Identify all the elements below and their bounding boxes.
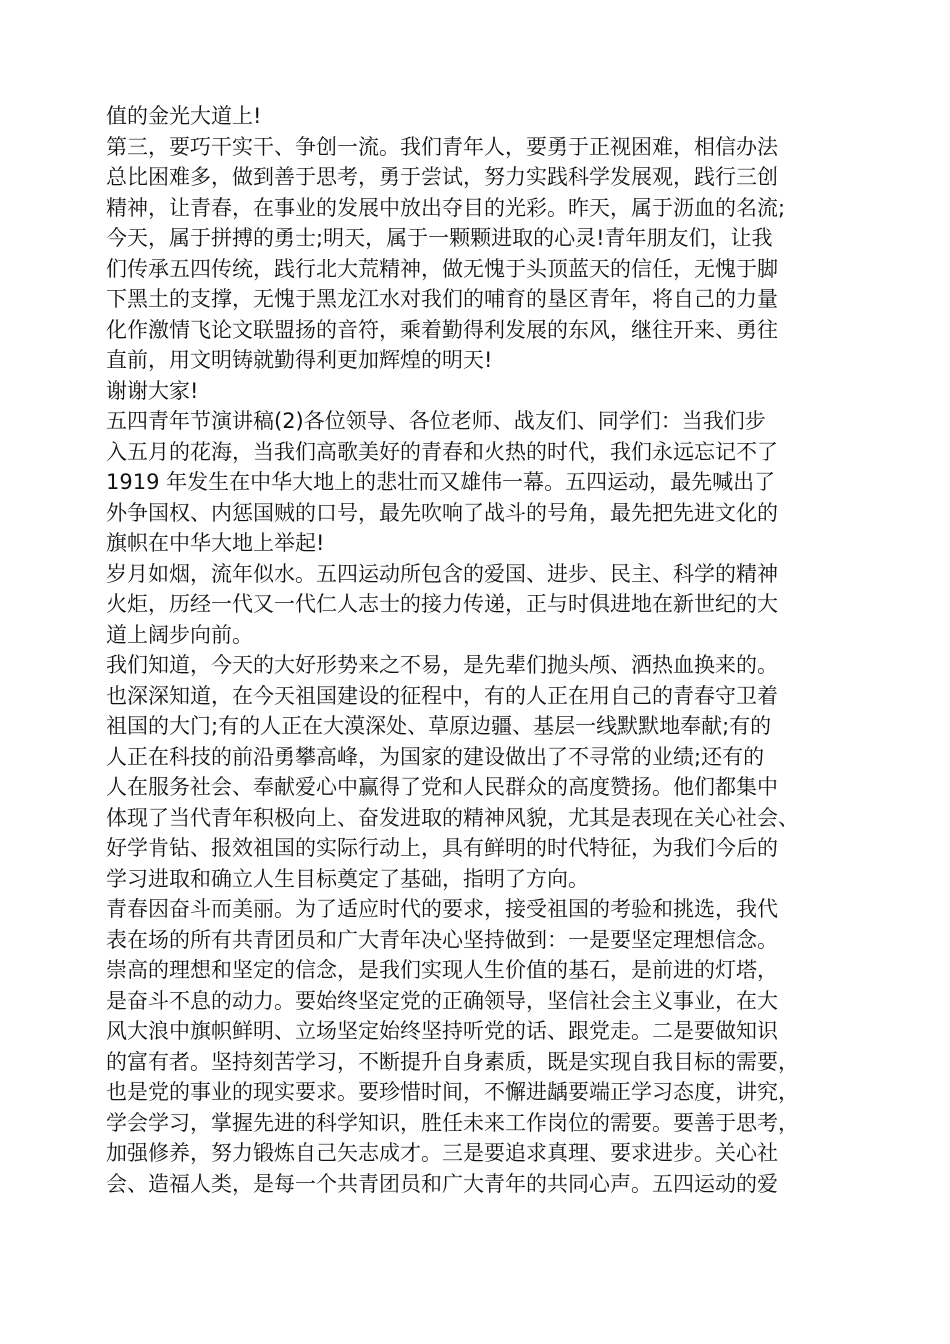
text-line: 会、造福人类，是每一个共青团员和广大青年的共同心声。五四运动的爱 (106, 1171, 778, 1196)
text-line: 学会学习，掌握先进的科学知识，胜任未来工作岗位的需要。要善于思考， (106, 1110, 799, 1135)
text-line: 崇高的理想和坚定的信念，是我们实现人生价值的基石，是前进的灯塔， (106, 958, 778, 982)
text-line: 人正在科技的前沿勇攀高峰，为国家的建设做出了不寻常的业绩;还有的 (106, 744, 765, 769)
text-line: 加强修养，努力锻炼自己矢志成才。三是要追求真理、要求进步。关心社 (106, 1141, 778, 1165)
text-line: 外争国权、内惩国贼的口号，最先吹响了战斗的号角，最先把先进文化的 (106, 500, 778, 525)
text-line: 青春因奋斗而美丽。为了适应时代的要求，接受祖国的考验和挑选，我代 (106, 897, 778, 921)
text-line: 今天，属于拼搏的勇士;明天，属于一颗颗进取的心灵!青年朋友们，让我 (106, 226, 773, 250)
text-line: 旗帜在中华大地上举起! (106, 531, 325, 555)
text-line: 好学肯钻、报效祖国的实际行动上，具有鲜明的时代特征，为我们今后的 (106, 836, 778, 860)
text-line: 人在服务社会、奉献爱心中赢得了党和人民群众的高度赞扬。他们都集中 (106, 775, 778, 799)
text-line: 谢谢大家! (106, 378, 199, 403)
text-line: 岁月如烟，流年似水。五四运动所包含的爱国、进步、民主、科学的精神 (106, 561, 778, 586)
text-line: 道上阔步向前。 (106, 622, 253, 647)
text-line: 第三，要巧干实干、争创一流。我们青年人，要勇于正视困难，相信办法 (106, 134, 778, 159)
text-line: 体现了当代青年积极向上、奋发进取的精神风貌，尤其是表现在关心社会、 (106, 805, 799, 830)
text-line: 入五月的花海，当我们高歌美好的青春和火热的时代，我们永远忘记不了 (106, 439, 778, 464)
text-line: 表在场的所有共青团员和广大青年决心坚持做到：一是要坚定理想信念。 (106, 927, 778, 952)
text-line: 也深深知道，在今天祖国建设的征程中，有的人正在用自己的青春守卫着 (106, 683, 778, 708)
text-line: 祖国的大门;有的人正在大漠深处、草原边疆、基层一线默默地奉献;有的 (106, 714, 772, 738)
text-line: 精神，让青春，在事业的发展中放出夺目的光彩。昨天，属于沥血的名流; (106, 195, 786, 220)
text-line: 学习进取和确立人生目标奠定了基础，指明了方向。 (106, 866, 589, 891)
text-line: 是奋斗不息的动力。要始终坚定党的正确领导，坚信社会主义事业，在大 (106, 988, 778, 1013)
text-line: 风大浪中旗帜鲜明、立场坚定始终坚持听党的话、跟党走。二是要做知识 (106, 1019, 778, 1043)
text-line: 我们知道，今天的大好形势来之不易，是先辈们抛头颅、洒热血换来的。 (106, 653, 778, 677)
text-line: 也是党的事业的现实要求。要珍惜时间，不懈进龋要端正学习态度，讲究， (106, 1080, 799, 1104)
text-line: 化作激情飞论文联盟扬的音符，乘着勤得利发展的东风，继往开来、勇往 (106, 317, 778, 342)
text-line: 值的金光大道上! (106, 104, 262, 128)
text-line: 们传承五四传统，践行北大荒精神，做无愧于头顶蓝天的信任，无愧于脚 (106, 256, 778, 281)
text-line: 的富有者。坚持刻苦学习，不断提升自身素质，既是实现自我目标的需要， (106, 1049, 799, 1074)
text-line: 五四青年节演讲稿(2)各位领导、各位老师、战友们、同学们：当我们步 (106, 409, 766, 433)
text-line: 下黑土的支撑，无愧于黑龙江水对我们的哺育的垦区青年，将自己的力量 (106, 287, 778, 311)
text-line: 火炬，历经一代又一代仁人志士的接力传递，正与时俱进地在新世纪的大 (106, 592, 778, 616)
document-body (106, 101, 886, 1199)
text-line: 直前，用文明铸就勤得利更加辉煌的明天! (106, 348, 493, 372)
text-line: 总比困难多，做到善于思考，勇于尝试，努力实践科学发展观，践行三创 (106, 165, 778, 189)
text-line: 1919 年发生在中华大地上的悲壮而又雄伟一幕。五四运动，最先喊出了 (106, 470, 776, 494)
